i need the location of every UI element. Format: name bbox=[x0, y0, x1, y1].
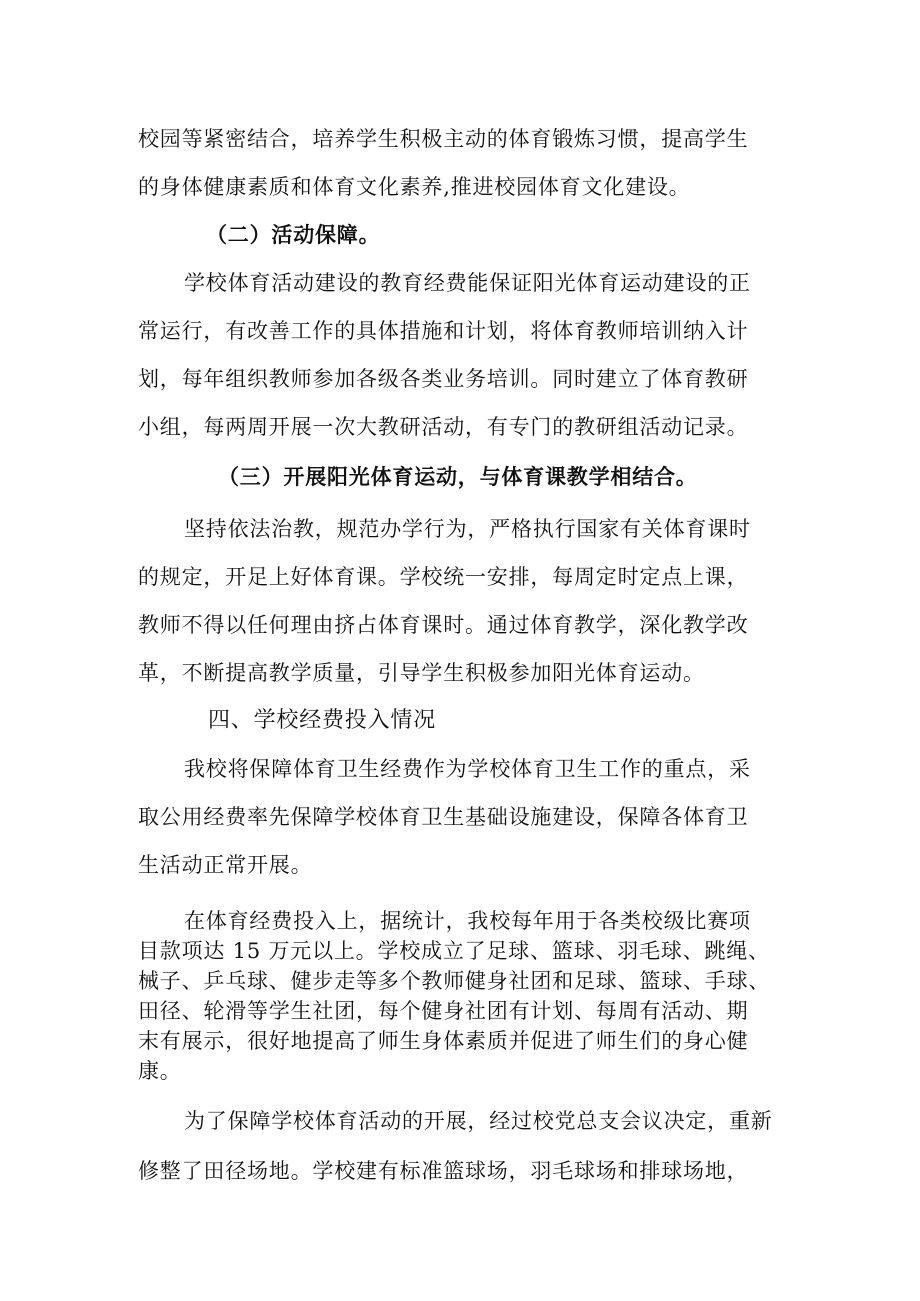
paragraph-line: 末有展示，很好地提高了师生身体素质并促进了师生们的身心健 bbox=[138, 1029, 749, 1053]
paragraph-line: 为了保障学校体育活动的开展，经过校党总支会议决定，重新 bbox=[184, 1109, 773, 1133]
paragraph-line: 革，不断提高教学质量，引导学生积极参加阳光体育运动。 bbox=[138, 661, 705, 685]
paragraph-line: 械子、乒乓球、健步走等多个教师健身社团和足球、篮球、手球、 bbox=[138, 969, 771, 993]
subheading-activity-guarantee: （二）活动保障。 bbox=[206, 223, 381, 247]
paragraph-line: 的规定，开足上好体育课。学校统一安排，每周定时定点上课， bbox=[138, 565, 749, 589]
paragraph-line: 田径、轮滑等学生社团，每个健身社团有计划、每周有活动、期 bbox=[138, 999, 749, 1023]
paragraph-line: 校园等紧密结合，培养学生积极主动的体育锻炼习惯，提高学生 bbox=[138, 127, 749, 151]
paragraph-line: 取公用经费率先保障学校体育卫生基础设施建设，保障各体育卫 bbox=[138, 805, 749, 829]
paragraph-line: 的身体健康素质和体育文化素养,推进校园体育文化建设。 bbox=[138, 175, 691, 199]
paragraph-line: 学校体育活动建设的教育经费能保证阳光体育运动建设的正 bbox=[184, 271, 751, 295]
paragraph-line: 我校将保障体育卫生经费作为学校体育卫生工作的重点，采 bbox=[184, 757, 751, 781]
paragraph-line: 划，每年组织教师参加各级各类业务培训。同时建立了体育教研 bbox=[138, 367, 749, 391]
paragraph-line: 在体育经费投入上，据统计，我校每年用于各类校级比赛项 bbox=[184, 909, 751, 933]
paragraph-line: 常运行，有改善工作的具体措施和计划，将体育教师培训纳入计 bbox=[138, 319, 749, 343]
paragraph-line: 目款项达 15 万元以上。学校成立了足球、篮球、羽毛球、跳绳、 bbox=[138, 939, 770, 963]
subheading-sunshine-sports: （三）开展阳光体育运动，与体育课教学相结合。 bbox=[218, 465, 698, 489]
section-heading-funding: 四、学校经费投入情况 bbox=[208, 708, 437, 733]
paragraph-line: 小组，每两周开展一次大教研活动，有专门的教研组活动记录。 bbox=[138, 415, 749, 439]
paragraph-line: 修整了田径场地。学校建有标准篮球场，羽毛球场和排球场地， bbox=[138, 1159, 749, 1183]
paragraph-line: 生活动正常开展。 bbox=[138, 853, 313, 877]
paragraph-line: 坚持依法治教，规范办学行为，严格执行国家有关体育课时 bbox=[184, 517, 751, 541]
paragraph-line: 教师不得以任何理由挤占体育课时。通过体育教学，深化教学改 bbox=[138, 613, 749, 637]
paragraph-line: 康。 bbox=[138, 1059, 182, 1083]
